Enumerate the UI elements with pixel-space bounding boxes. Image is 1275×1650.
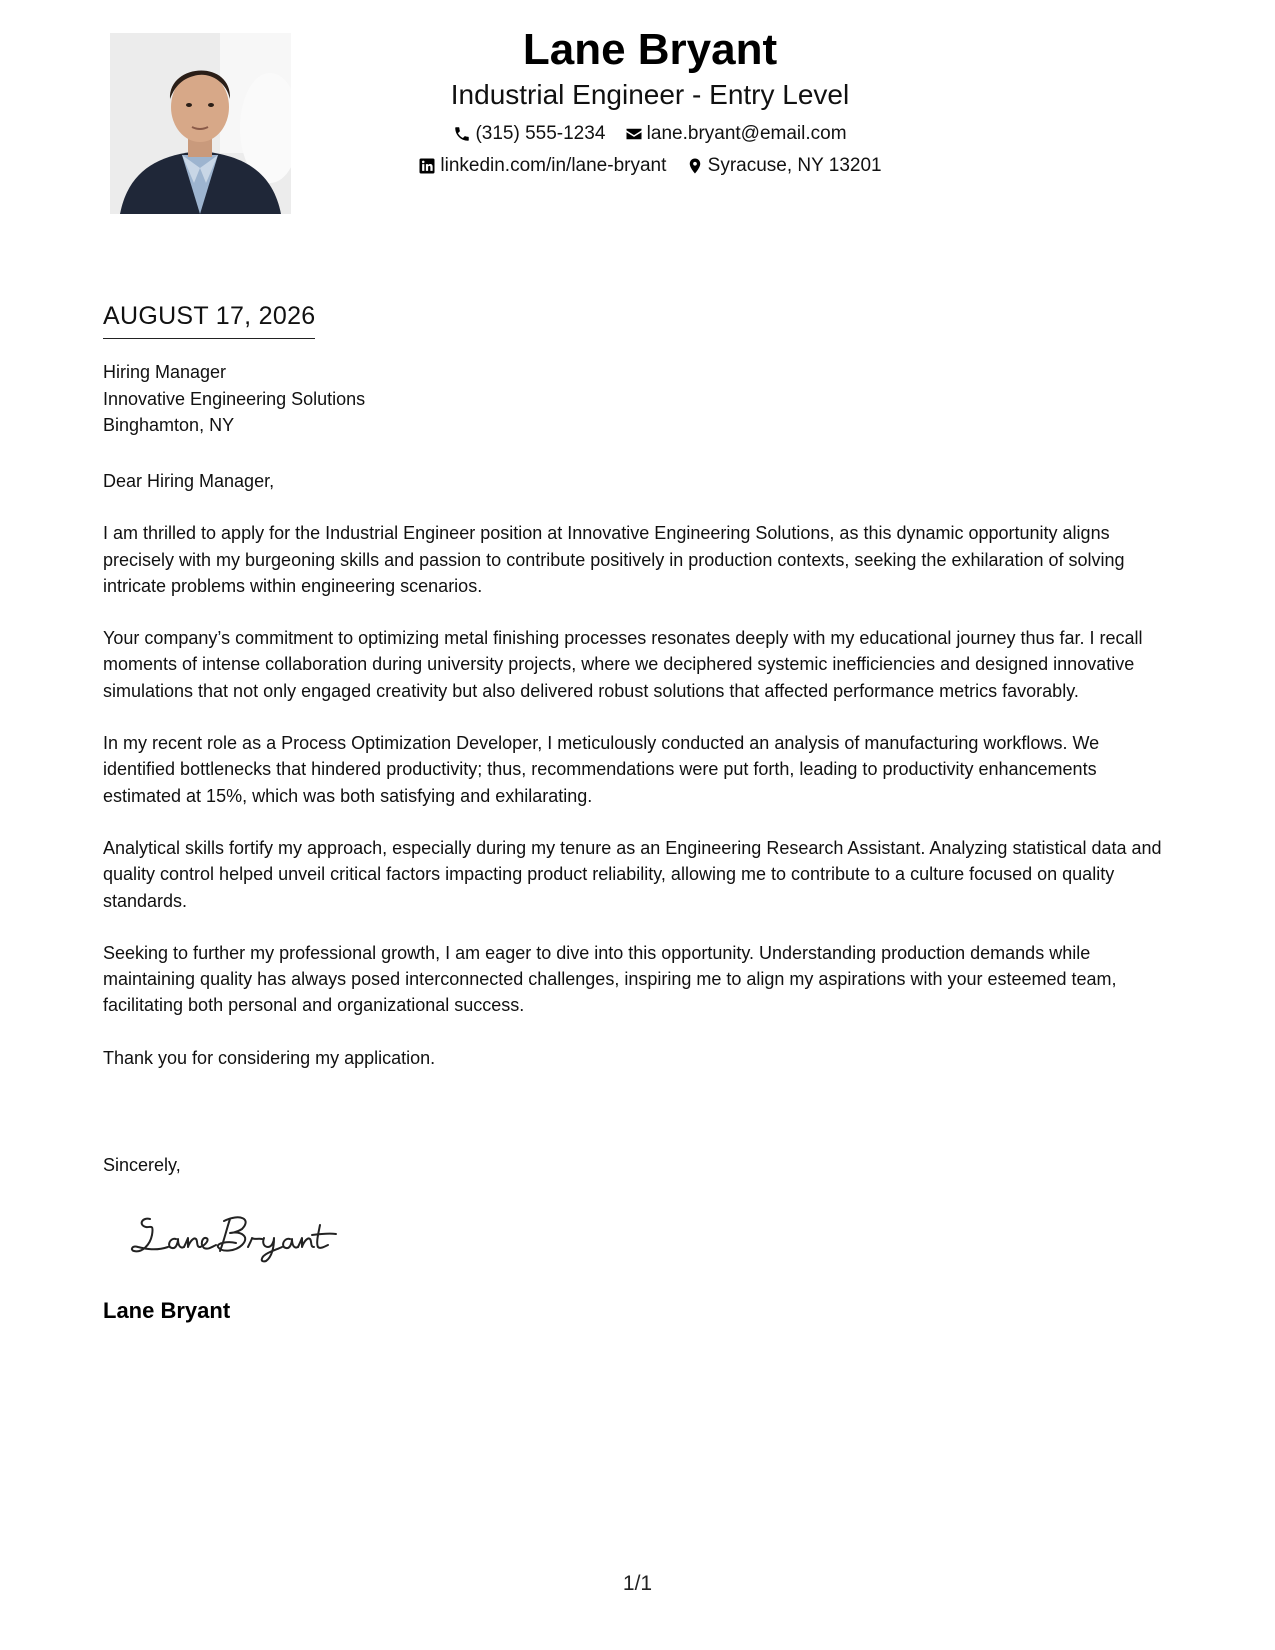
recipient-line: Hiring Manager	[103, 362, 227, 382]
profile-photo	[110, 33, 291, 214]
linkedin-text: linkedin.com/in/lane-bryant	[440, 155, 667, 177]
contact-row-2	[330, 150, 970, 182]
body-paragraph: In my recent role as a Process Optimization Developer, I meticulously conducted an analysis of manufacturing workflows. We identified bottlenecks that hindered productivity; thus, recommendations were put forth, leading to productivity enhancements estimated at 15%, which was both satisfying and exhilarating.	[103, 733, 1100, 806]
contact-phone	[453, 118, 605, 150]
recipient-block	[103, 359, 365, 439]
contact-linkedin	[418, 150, 666, 182]
body-paragraph: I am thrilled to apply for the Industrial Engineer position at Innovative Engineering Solutions, as this dynamic opportunity aligns precisely with my burgeoning skills and passion to contribute positively in production contexts, seeking the exhilaration of solving intricate problems within engineering scenarios.	[103, 523, 1125, 596]
body-paragraph: Analytical skills fortify my approach, especially during my tenure as an Engineering Research Assistant. Analyzing statistical data and quality control helped unveil critical factors impacting product reliability, allowing me to contribute to a culture focused on quality standards.	[103, 837, 1162, 911]
contact-location	[686, 150, 882, 182]
linkedin-icon	[418, 157, 436, 175]
map-pin-icon	[686, 157, 704, 175]
salutation: Dear Hiring Manager,	[103, 471, 275, 491]
contact-email	[625, 118, 847, 150]
job-title: Industrial Engineer - Entry Level	[450, 79, 850, 110]
signer-name: Lane Bryant	[103, 1298, 231, 1323]
recipient-line: Innovative Engineering Solutions	[103, 388, 366, 409]
body-paragraph: Thank you for considering my application.	[103, 1047, 436, 1068]
body-paragraph: Seeking to further my professional growth, I am eager to dive into this opportunity. Understanding production demands while maintaining quality has always posed interconnected challenges, inspiring me to align my aspirations with your esteemed team, facilitating both personal and organizational success.	[103, 942, 1117, 1016]
location-text: Syracuse, NY 13201	[707, 155, 882, 177]
phone-icon	[453, 125, 471, 143]
closing: Sincerely,	[103, 1155, 181, 1175]
phone-text: (315) 555-1234	[475, 123, 606, 144]
header	[330, 22, 970, 182]
envelope-icon	[625, 125, 643, 143]
candidate-name: Lane Bryant	[522, 25, 778, 74]
page-number: 1/1	[622, 1572, 653, 1595]
contact-row-1	[330, 118, 970, 150]
email-text: lane.bryant@email.com	[646, 123, 847, 144]
letter-body	[103, 468, 1173, 1097]
recipient-line: Binghamton, NY	[103, 415, 235, 435]
signature-image	[128, 1207, 348, 1267]
body-paragraph: Your company’s commitment to optimizing metal finishing processes resonates deeply with my educational journey thus far. I recall moments of intense collaboration during university projects, where we deciphered systemic inefficiencies and designed innovative simulations that not only engaged creativity but also delivered robust solutions that affected performance metrics favorably.	[103, 628, 1143, 701]
letter-date: AUGUST 17, 2026	[103, 300, 315, 339]
